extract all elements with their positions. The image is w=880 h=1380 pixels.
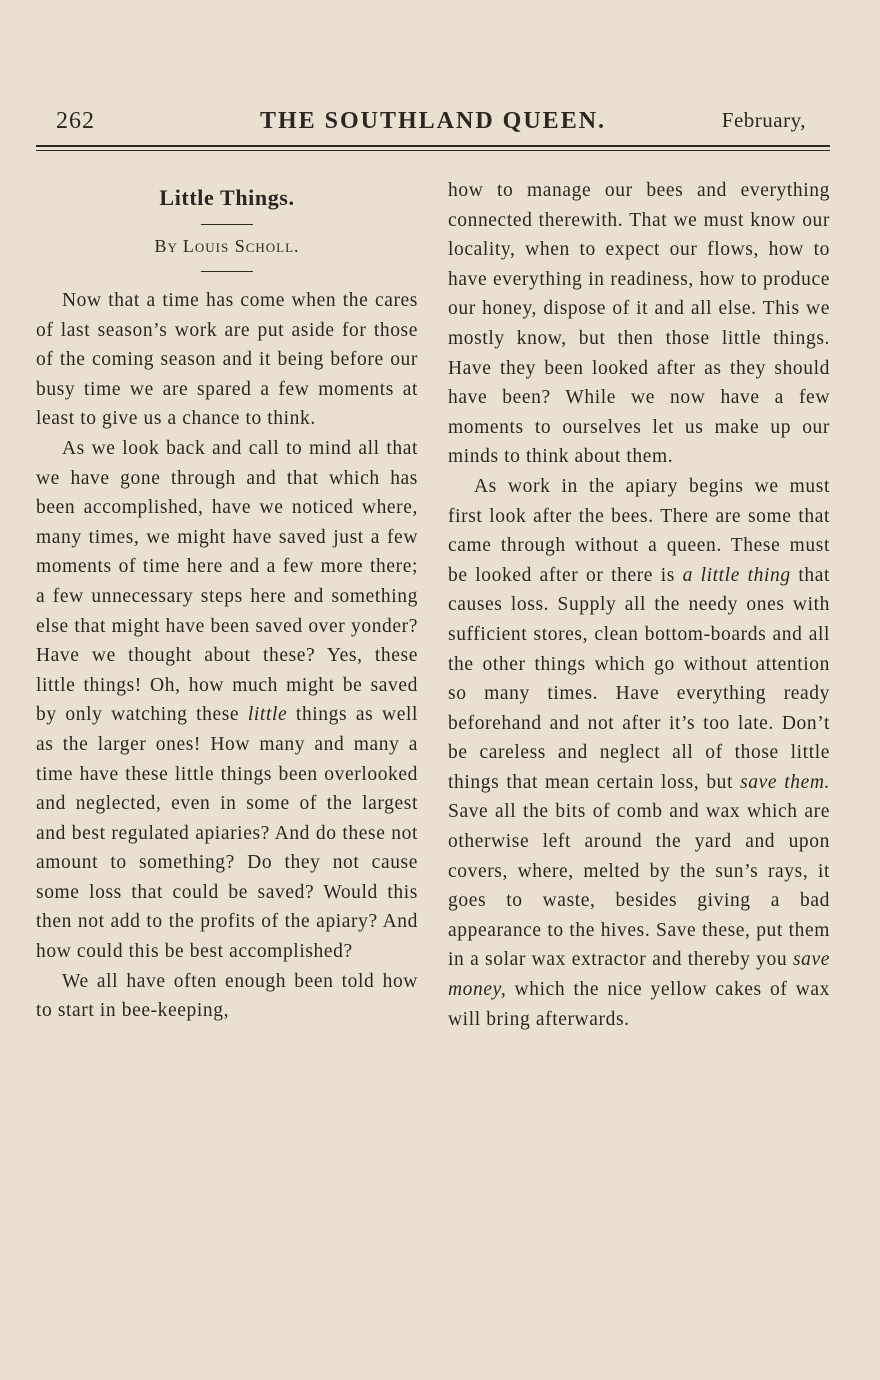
paragraph-5 — [448, 472, 830, 1034]
journal-title: THE SOUTHLAND QUEEN. — [259, 108, 607, 134]
paragraph-4: how to manage our bees and everything connected therewith. That we must know our locality, when to expect our flows, how to have everything in readiness, how to produce our honey, dispose of it and all else. This we mostly know, but then those little things. Have they been looked after as they should have been? While we now have a few moments to ourselves let us make up our minds to think about them. — [448, 180, 830, 468]
paragraph-1: Now that a time has come when the cares of last season’s work are put aside for those of the coming season and it being before our busy time we are spared a few moments at least to give us a chance to think. — [36, 290, 418, 430]
byline — [36, 235, 418, 259]
paragraph-3: We all have often enough been told how to start in bee-keeping, — [36, 970, 418, 1022]
paragraph-2-text-a: As we look back and call to mind all that we have gone through and that which has been accomplished, have we noticed where, many times, we might have saved just a few moments of time here and a few more there; a few unnecessary steps here and something else that might have been saved over yonder? Have we thought about these? Yes, these little things! Oh, how much might be saved by only watching these — [36, 437, 418, 726]
paragraph-5-text-a: As work in the apiary begins we must first look after the bees. There are some that came through without a queen. These must be looked after or there is — [448, 475, 830, 586]
paragraph-5-italic-1: a little thing — [682, 564, 791, 586]
issue-month: February, — [721, 108, 806, 132]
article-title: Little Things. — [159, 185, 295, 210]
byline-divider — [201, 271, 253, 272]
right-column — [448, 176, 830, 1034]
byline-author: Louis Scholl. — [182, 236, 300, 256]
page-number: 262 — [56, 108, 95, 134]
header-rule-thin — [36, 150, 830, 151]
paragraph-2 — [36, 434, 418, 967]
paragraph-5-italic-3: save money, — [448, 949, 830, 1001]
paragraph-2-text-b: things as well as the larger ones! How many and many a time have these little things been overlooked and neglected, even in some of the largest and best regulated apiaries? And do these not amount to something? Do they not cause some loss that could be saved? Would this then not add to the profits of the apiary? And how could this be best accomplished? — [36, 704, 418, 963]
header-rule-thick — [36, 145, 830, 147]
paragraph-5-italic-2: save them. — [740, 771, 831, 793]
paragraph-2-italic: little — [247, 704, 288, 726]
paragraph-5-text-b: that causes loss. Supply all the needy ones with sufficient stores, clean bottom-boards and all the other things which go without attention so many times. Have everything ready beforehand and not after it’s too late. Don’t be careless and neglect all of those little things that mean certain loss, but — [448, 564, 831, 793]
paragraph-5-text-c: Save all the bits of comb and wax which are otherwise left around the yard and upon covers, where, melted by the sun’s rays, it goes to waste, besides giving a bad appearance to the hives. Save these, put them in a solar wax extractor and thereby you — [448, 801, 830, 971]
running-header — [36, 108, 830, 142]
left-column — [36, 176, 418, 1026]
title-divider — [201, 224, 253, 225]
byline-prefix: By — [154, 236, 178, 256]
paragraph-5-text-d: which the nice yellow cakes of wax will bring afterwards. — [448, 979, 830, 1030]
